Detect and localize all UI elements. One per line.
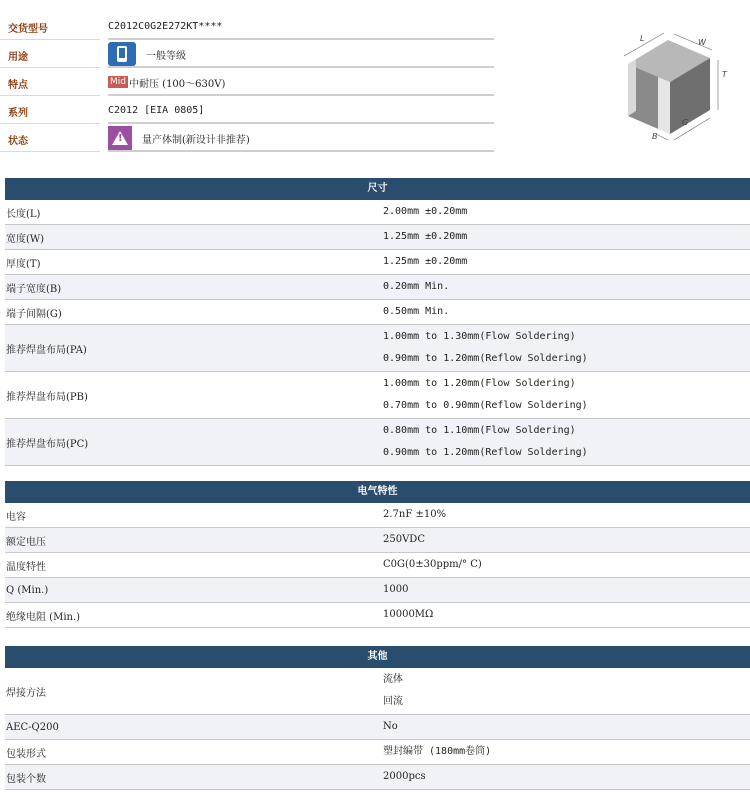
dimensions-header: 尺寸 <box>5 178 750 200</box>
table-row <box>5 372 750 419</box>
row-value: 1.00mm to 1.30mm(Flow Soldering) <box>383 331 576 342</box>
row-value: 0.20mm Min. <box>383 281 450 292</box>
row-values <box>383 325 750 371</box>
row-values <box>383 372 750 418</box>
mid-voltage-badge: Mid <box>110 77 126 87</box>
row-label: 包装个数 <box>6 773 46 785</box>
row-values <box>383 578 750 602</box>
row-value: 0.90mm to 1.20mm(Reflow Soldering) <box>383 447 588 458</box>
usage-value: 一般等级 <box>146 50 186 62</box>
row-values <box>383 715 750 739</box>
feature-value: 中耐压 (100～630V) <box>128 78 226 90</box>
row-label: AEC-Q200 <box>6 721 59 733</box>
dimensions-section <box>5 178 750 466</box>
status-label: 状态 <box>8 136 28 147</box>
row-label: 额定电压 <box>6 536 46 548</box>
row-value: 0.70mm to 0.90mm(Reflow Soldering) <box>383 400 588 411</box>
table-row <box>5 715 750 740</box>
status-value: 量产体制(新设计非推荐) <box>142 134 250 146</box>
table-row <box>5 553 750 578</box>
table-row <box>5 765 750 790</box>
row-values <box>383 528 750 552</box>
series-label: 系列 <box>8 108 28 119</box>
usage-label: 用途 <box>8 52 28 63</box>
other-header: 其他 <box>5 646 750 668</box>
table-row <box>5 603 750 628</box>
row-label: 推荐焊盘布局(PA) <box>6 344 87 356</box>
row-value: 1.25mm ±0.20mm <box>383 256 468 267</box>
dim-label-w: W <box>698 38 706 47</box>
table-row <box>5 528 750 553</box>
row-value: 0.80mm to 1.10mm(Flow Soldering) <box>383 425 576 436</box>
table-row <box>5 419 750 466</box>
part-number-value: C2012C0G2E272KT**** <box>108 20 223 32</box>
feature-row <box>0 68 500 96</box>
table-row <box>5 325 750 372</box>
table-row <box>5 503 750 528</box>
row-values <box>383 250 750 274</box>
row-values <box>383 765 750 789</box>
row-label: 推荐焊盘布局(PC) <box>6 438 89 450</box>
dim-label-b: B <box>652 132 658 141</box>
row-values <box>383 419 750 465</box>
row-value: 250VDC <box>383 534 425 545</box>
row-label: 焊接方法 <box>6 687 46 699</box>
usage-row <box>0 40 500 68</box>
table-row <box>5 740 750 765</box>
row-label: 宽度(W) <box>6 233 45 245</box>
row-value: No <box>383 721 398 732</box>
row-values <box>383 225 750 249</box>
row-values <box>383 275 750 299</box>
row-value: 2000pcs <box>383 771 426 782</box>
row-values <box>383 740 750 764</box>
series-row <box>0 96 500 124</box>
row-values <box>383 603 750 627</box>
row-value: 塑封编带 (180mm卷筒) <box>383 746 492 757</box>
other-section <box>5 646 750 790</box>
row-value: 流体 <box>383 674 403 685</box>
dim-label-l: L <box>640 34 645 43</box>
row-label: 绝缘电阻 (Min.) <box>6 611 81 623</box>
row-values <box>383 300 750 324</box>
series-value: C2012 [EIA 0805] <box>108 104 205 116</box>
row-label: 推荐焊盘布局(PB) <box>6 391 88 403</box>
part-number-label: 交货型号 <box>8 24 48 35</box>
row-value: 0.50mm Min. <box>383 306 450 317</box>
row-value: 1.25mm ±0.20mm <box>383 231 468 242</box>
row-label: 长度(L) <box>6 208 41 220</box>
chip-dimension-diagram <box>600 22 740 147</box>
row-label: 端子间隔(G) <box>6 308 62 320</box>
dim-label-g: G <box>682 118 689 127</box>
electrical-header: 电气特性 <box>5 481 750 503</box>
product-info <box>0 12 500 152</box>
row-values <box>383 503 750 527</box>
row-value: 10000MΩ <box>383 609 434 620</box>
table-row <box>5 300 750 325</box>
table-row <box>5 225 750 250</box>
table-row <box>5 668 750 715</box>
row-label: 端子宽度(B) <box>6 283 62 295</box>
row-values <box>383 553 750 577</box>
row-value: 回流 <box>383 696 403 707</box>
row-values <box>383 200 750 224</box>
row-value: 1.00mm to 1.20mm(Flow Soldering) <box>383 378 576 389</box>
row-label: 温度特性 <box>6 561 46 573</box>
table-row <box>5 578 750 603</box>
row-value: 0.90mm to 1.20mm(Reflow Soldering) <box>383 353 588 364</box>
row-value: 2.00mm ±0.20mm <box>383 206 468 217</box>
dim-label-t: T <box>722 70 727 79</box>
row-label: 电容 <box>6 511 26 523</box>
smartphone-icon <box>108 42 136 66</box>
row-label: 包装形式 <box>6 748 46 760</box>
table-row <box>5 200 750 225</box>
row-label: 厚度(T) <box>6 258 41 270</box>
row-value: 1000 <box>383 584 409 595</box>
part-number-row <box>0 12 500 40</box>
warning-icon: ! <box>108 126 132 150</box>
table-row <box>5 275 750 300</box>
row-value: 2.7nF ±10% <box>383 509 447 520</box>
feature-label: 特点 <box>8 80 28 91</box>
row-label: Q (Min.) <box>6 584 49 596</box>
table-row <box>5 250 750 275</box>
row-value: C0G(0±30ppm/° C) <box>383 559 482 570</box>
status-row <box>0 124 500 152</box>
electrical-section <box>5 481 750 628</box>
row-values <box>383 668 750 714</box>
